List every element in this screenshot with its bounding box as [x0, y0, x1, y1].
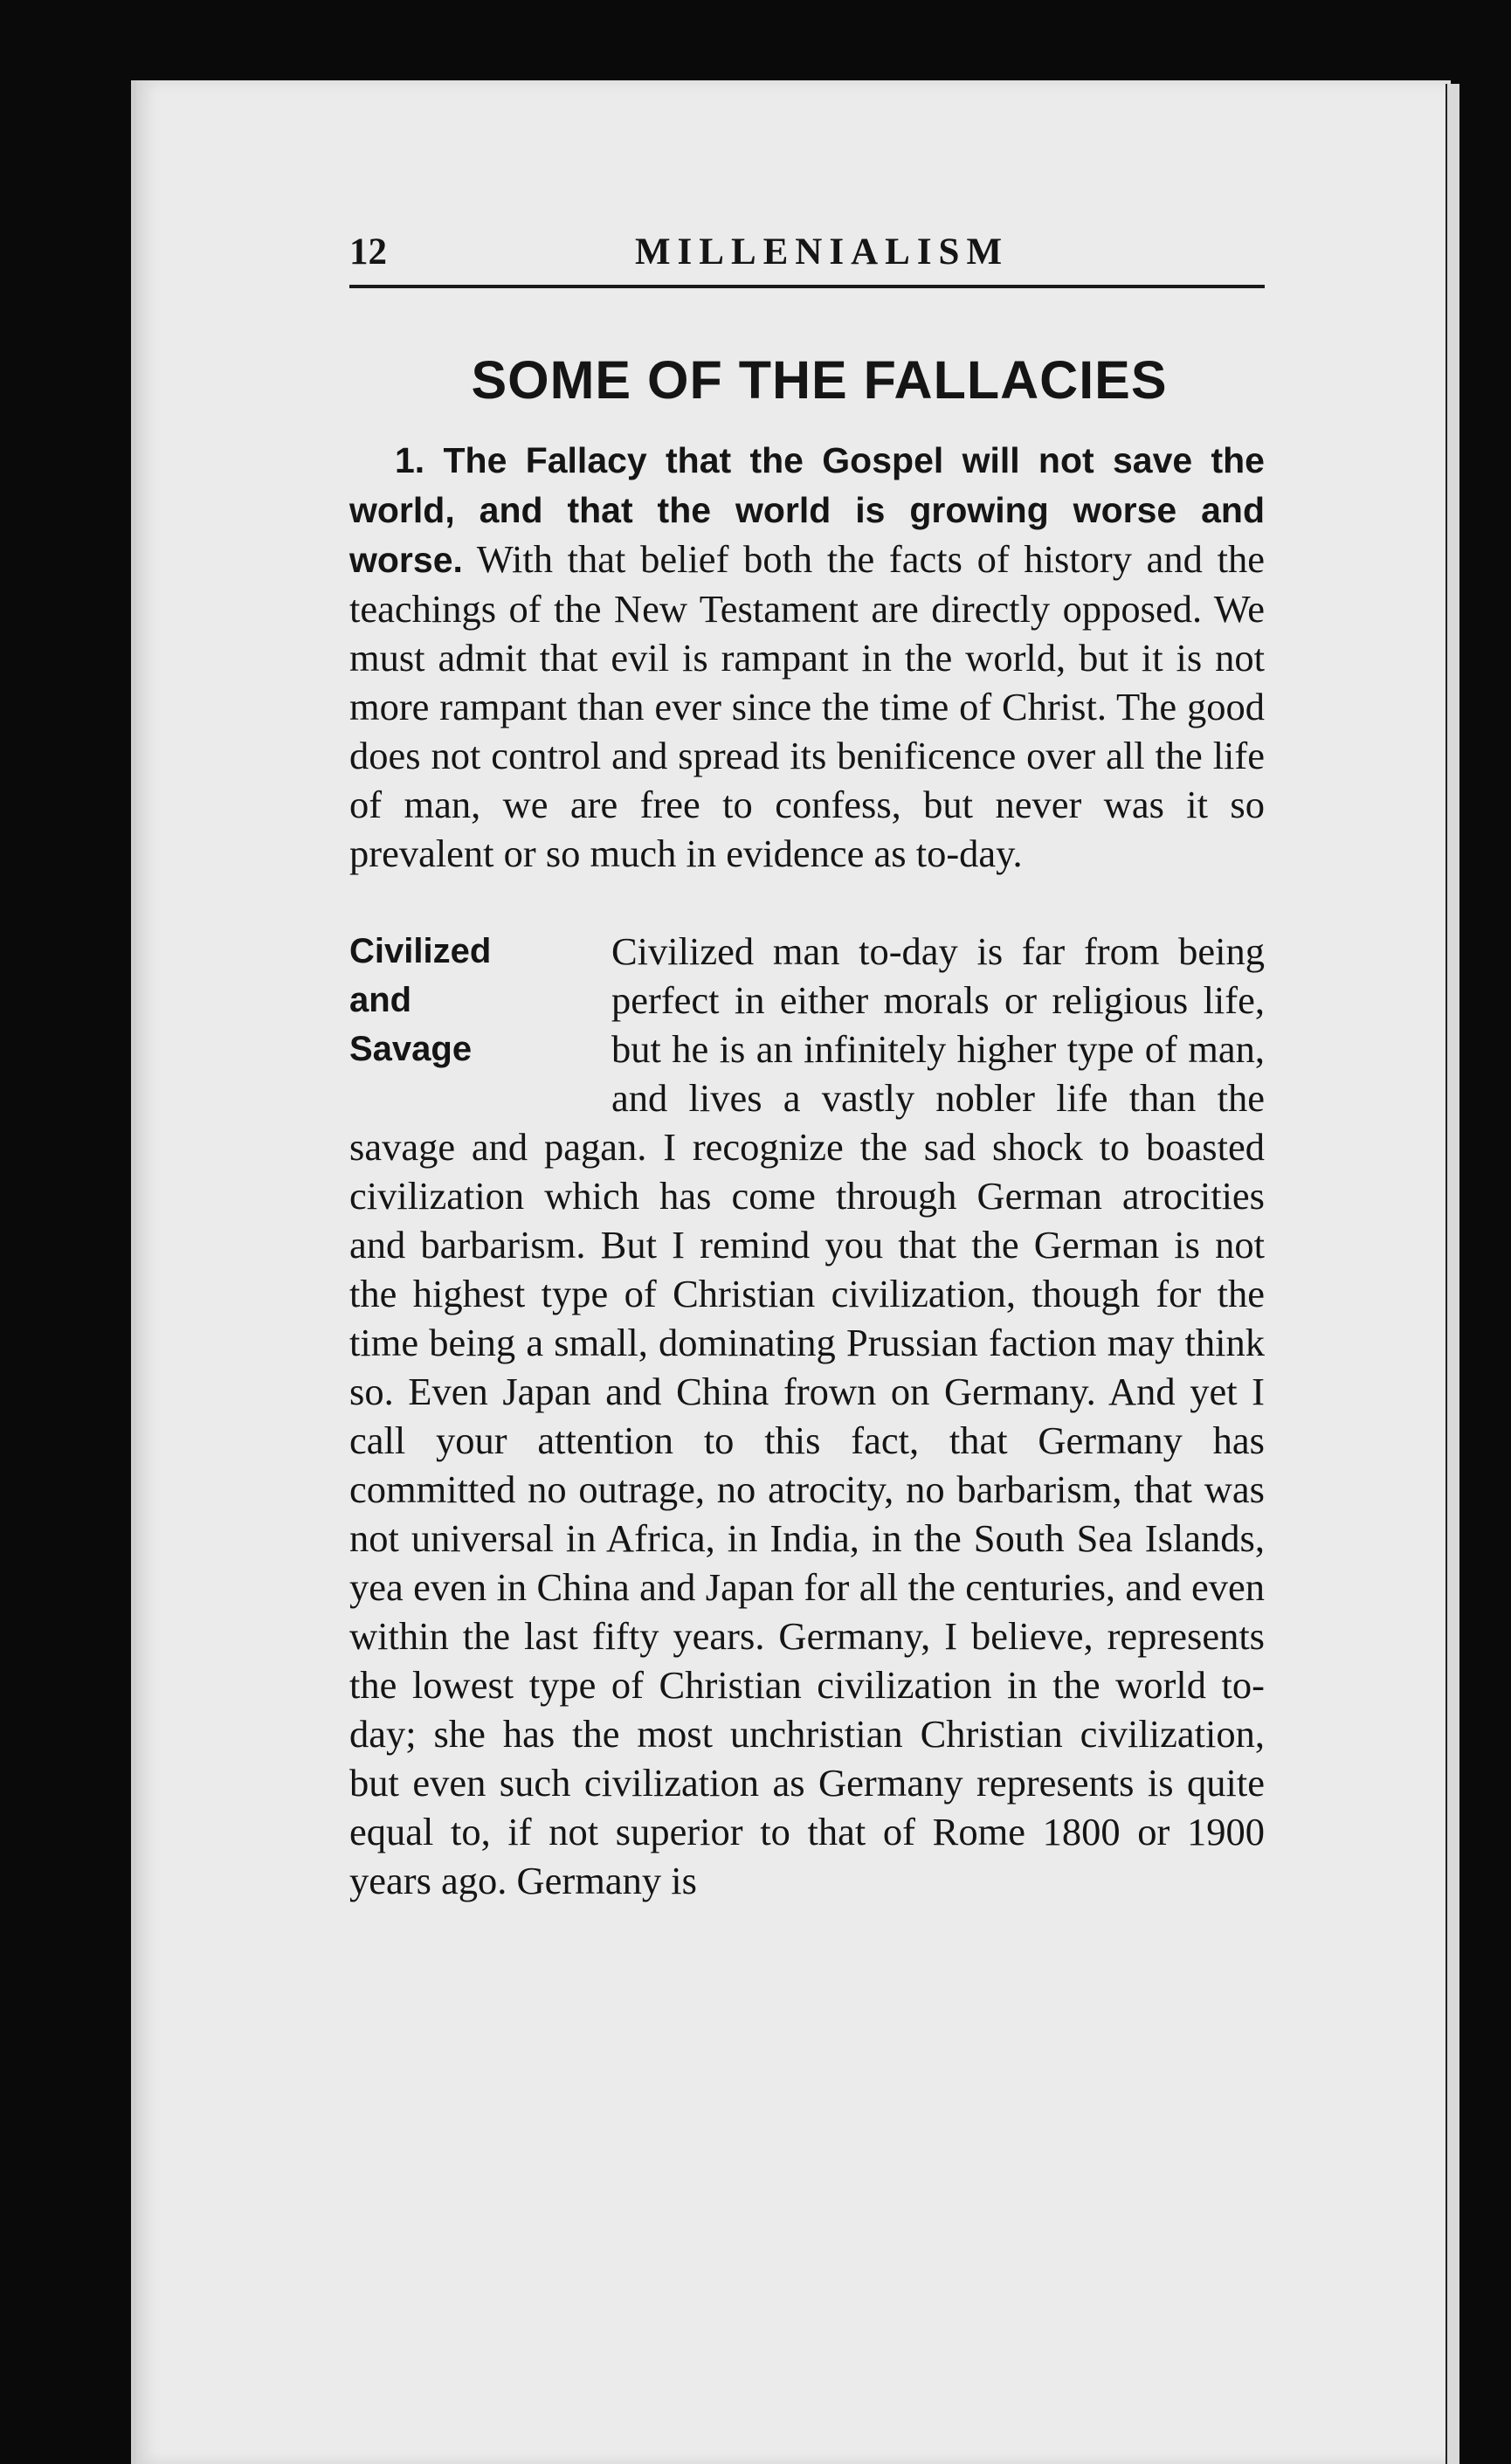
paragraph-civilized-savage: Civilized man to-day is far from being perfect in either morals or religious life, but he is an infinitely higher type of man, and lives a vastly nobler life than the savage and pagan. I recognize the sad shock to boasted civilization which has come through German atrocities and barbarism. But I remind you that the German is not the highest type of Christian civilization, though for the time being a small, dominating Prussian faction may think so. Even Japan and China frown on Germany. And yet I call your attention to this fact, that Germany has committed no outrage, no atrocity, no barbarism, that was not universal in Africa, in India, in the South Sea Islands, yea even in China and Japan for all the centuries, and even within the last fifty years. Germany, I believe, represents the lowest type of Christian civilization in the world to-day; she has the most unchristian Christian civilization, but even such civilization as Germany represents is quite equal to, if not superior to that of Rome 1800 or 1900 years ago. Germany is	[349, 929, 1265, 1902]
sidehead-line-1: Civilized	[349, 932, 492, 970]
sidehead-line-3: Savage	[349, 1030, 473, 1068]
running-head	[349, 229, 1265, 288]
facing-page-edge	[1445, 84, 1459, 2464]
page-content	[349, 229, 1265, 1905]
marginal-sidehead	[349, 927, 611, 1119]
running-title: MILLENIALISM	[634, 231, 1010, 273]
page-number: 12	[349, 231, 387, 273]
sidehead-line-2: and	[349, 981, 412, 1019]
civilized-savage-section	[349, 927, 1265, 1905]
section-title: SOME OF THE FALLACIES	[471, 350, 1168, 410]
paragraph-1-body: With that belief both the facts of history and the teachings of the New Testament are directly opposed. We must admit that evil is rampant in the world, but it is not more rampant than ever since the time of Christ. The good does not control and spread its benificence over all the life of man, we are free to confess, but never was it so prevalent or so much in evidence as to-day.	[349, 537, 1265, 875]
paragraph-fallacy-1	[349, 435, 1265, 878]
fallacy-heading: 1. The Fallacy that the Gospel will not save the world, and that the world is growing worse and worse.	[349, 440, 1265, 580]
